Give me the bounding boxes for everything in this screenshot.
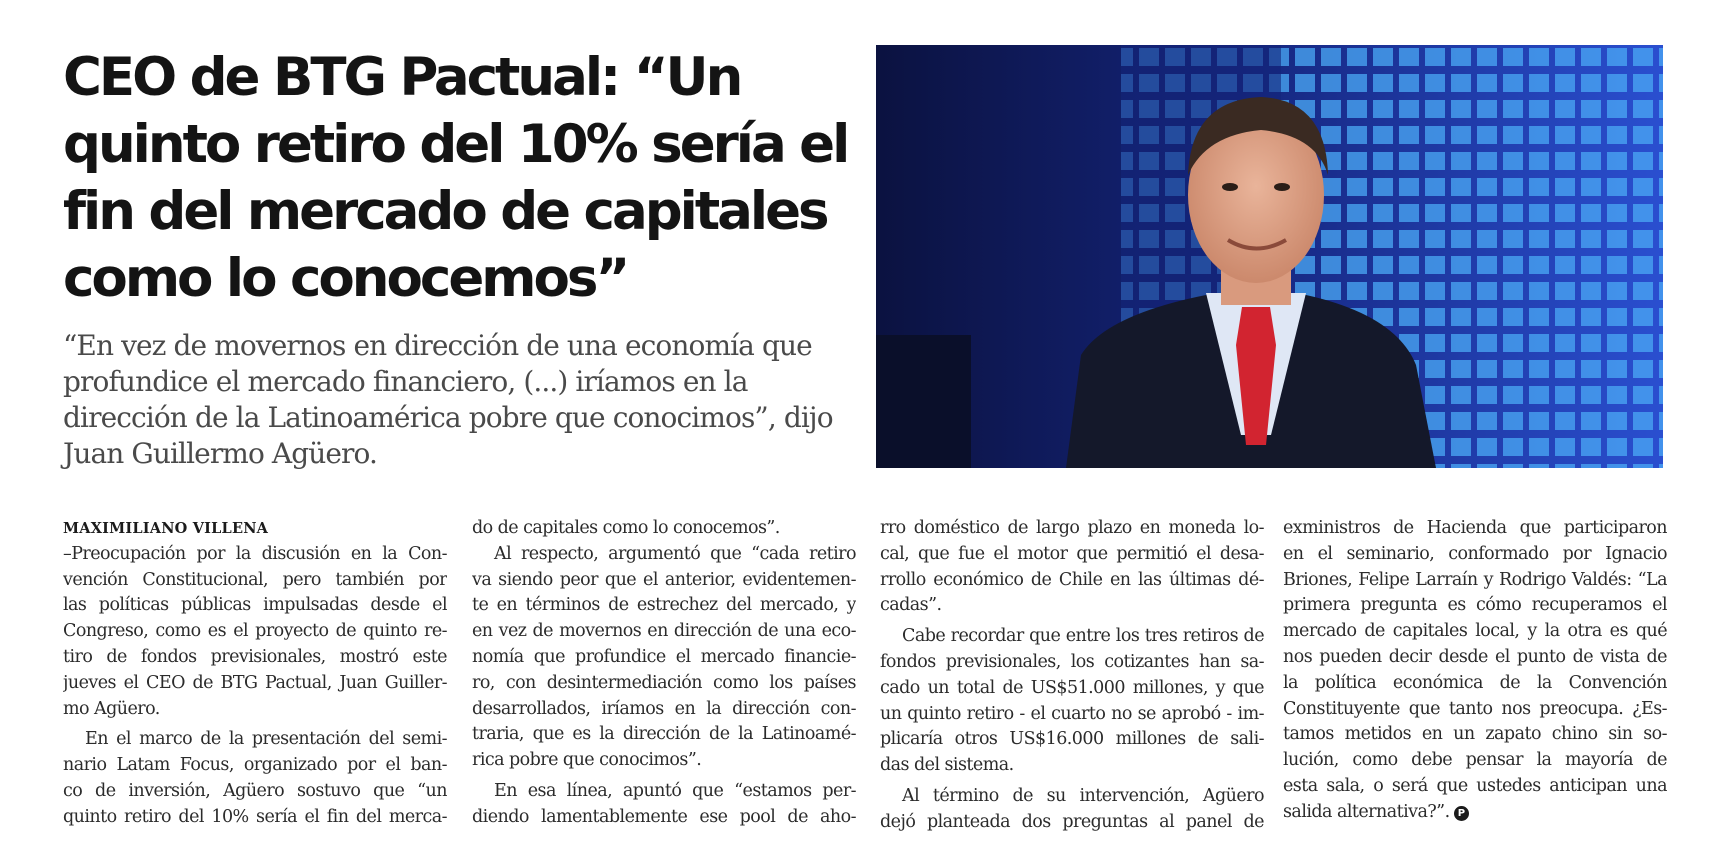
body-line: En el marco de la presentación del semi- <box>85 729 447 750</box>
body-line: nario Latam Focus, organizado por el ban- <box>63 755 447 776</box>
body-line: vención Constitucional, pero también por <box>63 569 447 590</box>
body-line: salida alternativa?”. <box>1283 801 1450 822</box>
body-line: primera pregunta es cómo recuperamos el <box>1283 595 1667 616</box>
end-mark-icon: P <box>1454 806 1469 821</box>
headline <box>63 44 848 312</box>
article-column-1 <box>63 516 447 831</box>
body-line: traria, que es la dirección de la Latinoamé- <box>472 724 856 745</box>
body-line: nomía que profundice el mercado financie- <box>472 646 856 667</box>
body-line: nos pueden decir desde el punto de vista de <box>1283 646 1667 667</box>
body-line: Briones, Felipe Larraín y Rodrigo Valdés: “La <box>1283 569 1667 590</box>
body-line: las políticas públicas impulsadas desde el <box>63 595 447 616</box>
body-line: jueves el CEO de BTG Pactual, Juan Guiller- <box>63 672 447 693</box>
body-line: en el seminario, conformado por Ignacio <box>1283 543 1667 564</box>
body-line-last <box>1283 800 1667 826</box>
body-line: te en términos de estrechez del mercado, y <box>472 595 856 616</box>
headline-line: fin del mercado de capitales <box>63 181 827 242</box>
deck-line: profundice el mercado financiero, (...) iríamos en la <box>63 365 748 398</box>
body-line: Cabe recordar que entre los tres retiros de <box>902 626 1264 647</box>
body-line: fondos previsionales, los cotizantes han sa- <box>880 651 1264 672</box>
body-line: rrollo económico de Chile en las últimas dé- <box>880 569 1264 590</box>
headline-line: como lo conocemos” <box>63 248 628 309</box>
body-line: cal, que fue el motor que permitió el desa- <box>880 543 1264 564</box>
deck-line: “En vez de movernos en dirección de una economía que <box>63 329 812 362</box>
body-line: va siendo peor que el anterior, evidentemen- <box>472 569 856 590</box>
body-line: dejó planteada dos preguntas al panel de <box>880 811 1264 832</box>
body-line: das del sistema. <box>880 755 1014 776</box>
body-line: plicaría otros US$16.000 millones de sali- <box>880 729 1264 750</box>
body-line: co de inversión, Agüero sostuvo que “un <box>63 780 447 801</box>
body-line: cadas”. <box>880 595 942 616</box>
article-column-4 <box>1283 516 1667 826</box>
body-line: esta sala, o será que ustedes anticipan una <box>1283 775 1667 796</box>
body-line: un quinto retiro - el cuarto no se aprobó - im- <box>880 703 1264 724</box>
body-line: diendo lamentablemente ese pool de aho- <box>472 806 856 827</box>
deck-quote <box>63 328 843 472</box>
portrait-illustration <box>876 45 1663 468</box>
body-line: En esa línea, apuntó que “estamos per- <box>494 780 856 801</box>
body-line: mo Agüero. <box>63 698 160 719</box>
body-line: tamos metidos en un zapato chino sin so- <box>1283 724 1667 745</box>
deck-line: dirección de la Latinoamérica pobre que conocimos”, dijo <box>63 401 833 434</box>
body-line: la política económica de la Convención <box>1283 672 1667 693</box>
body-line: exministros de Hacienda que participaron <box>1283 518 1667 538</box>
body-line: Al término de su intervención, Agüero <box>902 785 1264 806</box>
body-line: do de capitales como lo conocemos”. <box>472 518 780 538</box>
body-line: ro, con desintermediación como los países <box>472 672 856 693</box>
body-line: rro doméstico de largo plazo en moneda lo- <box>880 518 1264 538</box>
body-line: rica pobre que conocimos”. <box>472 750 702 771</box>
body-line: desarrollados, iríamos en la dirección con- <box>472 698 856 719</box>
body-line: lución, como debe pensar la mayoría de <box>1283 750 1667 771</box>
body-line: quinto retiro del 10% sería el fin del merca- <box>63 806 447 827</box>
article-column-2 <box>472 516 856 831</box>
article-photo <box>876 45 1663 468</box>
byline: MAXIMILIANO VILLENA <box>63 520 269 537</box>
body-line: mercado de capitales local, y la otra es qué <box>1283 621 1667 642</box>
body-line: en vez de movernos en dirección de una eco- <box>472 621 856 642</box>
body-line: Congreso, como es el proyecto de quinto re- <box>63 621 447 642</box>
headline-line: quinto retiro del 10% sería el <box>63 114 848 175</box>
body-line: –Preocupación por la discusión en la Con- <box>63 543 447 564</box>
body-line: Al respecto, argumentó que “cada retiro <box>494 543 856 564</box>
body-line: cado un total de US$51.000 millones, y que <box>880 677 1264 698</box>
body-line: Constituyente que tanto nos preocupa. ¿Es- <box>1283 698 1667 719</box>
headline-line: CEO de BTG Pactual: “Un <box>63 47 741 108</box>
article-column-3 <box>880 516 1264 836</box>
deck-line: Juan Guillermo Agüero. <box>63 437 378 470</box>
body-line: tiro de fondos previsionales, mostró este <box>63 646 447 667</box>
